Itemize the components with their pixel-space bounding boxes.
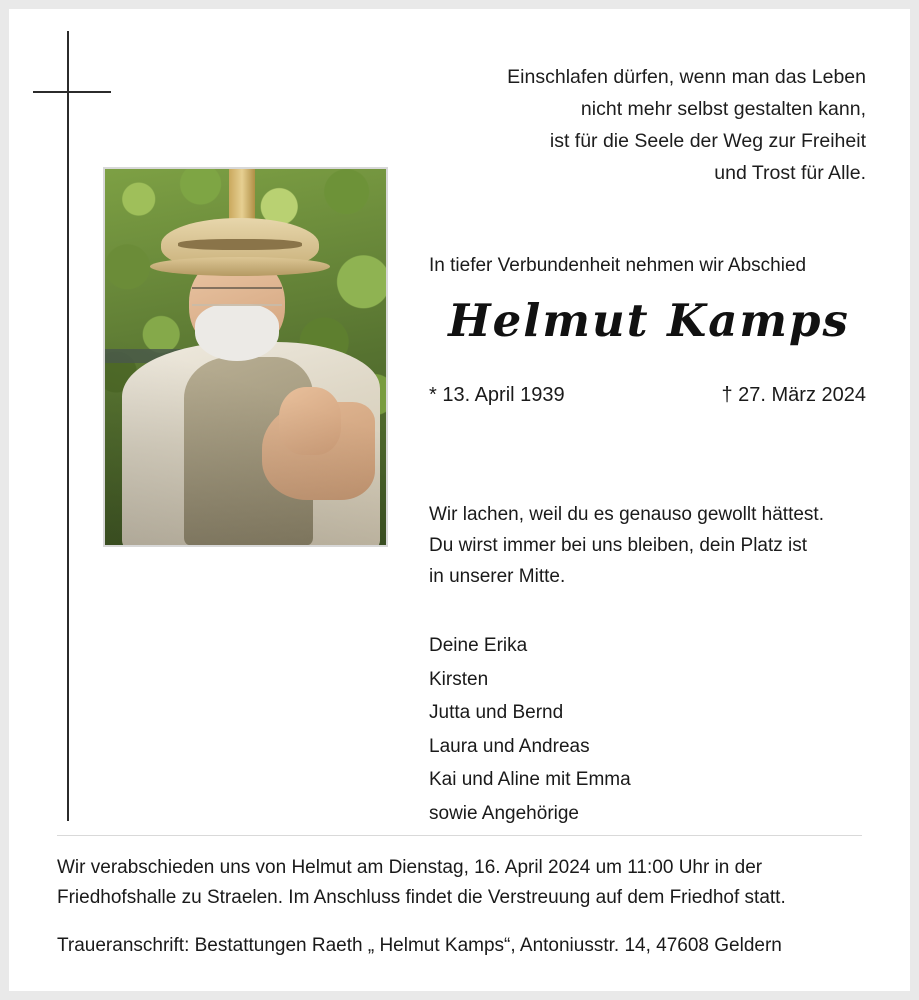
birth-date: * 13. April 1939 (429, 384, 565, 406)
funeral-notice-line: Wir verabschieden uns von Helmut am Dienstag, 16. April 2024 um 11:00 Uhr in der (57, 857, 763, 878)
family-member: sowie Angehörige (429, 802, 579, 824)
memory-line: Du wirst immer bei uns bleiben, dein Platz ist (429, 535, 808, 556)
funeral-notice-line: Friedhofshalle zu Straelen. Im Anschluss findet die Verstreuung auf dem Friedhof statt. (57, 887, 786, 908)
family-member: Kai und Aline mit Emma (429, 769, 631, 790)
memory-line: in unserer Mitte. (429, 566, 566, 587)
death-date: † 27. März 2024 (721, 384, 866, 406)
life-dates (429, 384, 866, 407)
footer-divider (57, 835, 862, 836)
cross-vertical-bar (67, 31, 69, 821)
cross-horizontal-bar (33, 91, 111, 93)
verse-line: Einschlafen dürfen, wenn man das Leben (507, 66, 866, 88)
memory-line: Wir lachen, weil du es genauso gewollt hättest. (429, 504, 824, 525)
obituary-inner (9, 9, 910, 991)
family-member: Laura und Andreas (429, 735, 590, 757)
photo-vignette (105, 169, 386, 545)
verse-line: ist für die Seele der Weg zur Freiheit (549, 130, 866, 152)
family-member: Deine Erika (429, 635, 528, 656)
verse-block (429, 61, 866, 189)
funeral-notice (57, 853, 869, 913)
mourning-address: Traueranschrift: Bestattungen Raeth „ Helmut Kamps“, Antoniusstr. 14, 47608 Geldern (57, 935, 782, 956)
family-list (429, 629, 869, 830)
farewell-intro: In tiefer Verbundenheit nehmen wir Abschied (429, 255, 807, 276)
family-member: Kirsten (429, 668, 489, 690)
memory-block (429, 499, 869, 592)
verse-line: nicht mehr selbst gestalten kann, (580, 98, 866, 120)
family-member: Jutta und Bernd (429, 702, 564, 723)
cross-icon (33, 31, 111, 821)
verse-line: und Trost für Alle. (714, 162, 866, 184)
deceased-name: Helmut Kamps (448, 294, 850, 347)
portrait-photo (103, 167, 388, 547)
